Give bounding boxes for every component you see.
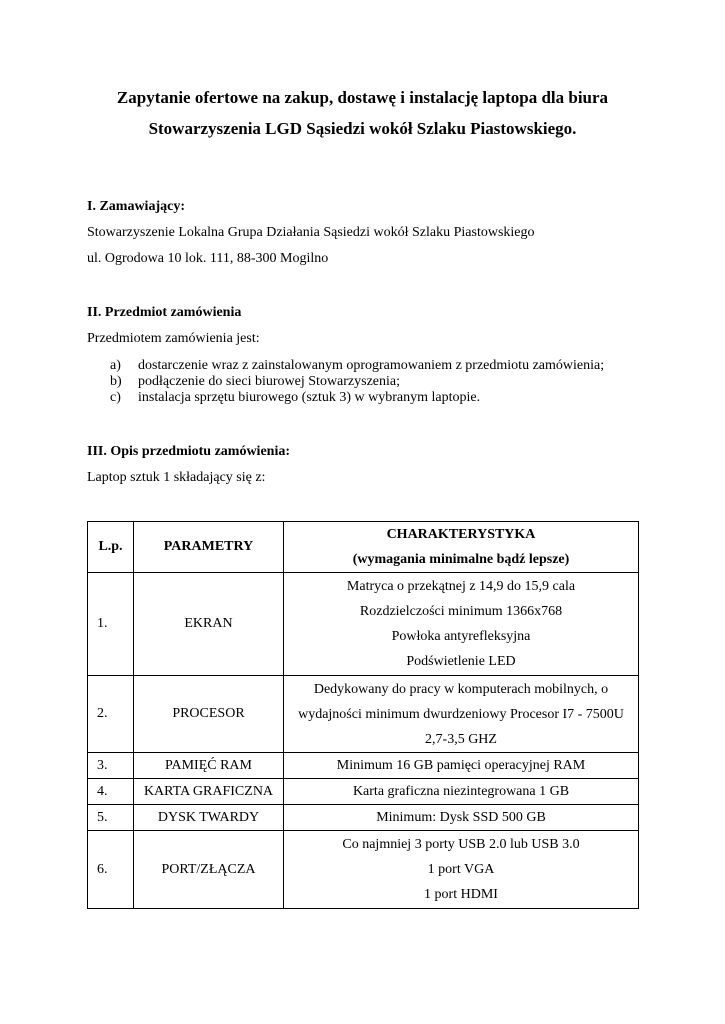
row-parameter: DYSK TWARDY	[134, 805, 284, 831]
characteristic-line: Rozdzielczości minimum 1366x768	[359, 604, 563, 619]
list-marker: a)	[110, 358, 121, 373]
table-row	[88, 753, 639, 779]
document-title-line-1: Zapytanie ofertowe na zakup, dostawę i instalację laptopa dla biura	[116, 88, 609, 107]
specification-table	[87, 521, 639, 909]
row-characteristics	[284, 779, 639, 805]
list-marker: b)	[110, 374, 122, 389]
table-header-row	[88, 522, 639, 573]
characteristic-line: Karta graficzna niezintegrowana 1 GB	[352, 784, 570, 799]
row-lp: 4.	[88, 779, 134, 805]
document-title-line-2: Stowarzyszenia LGD Sąsiedzi wokół Szlaku Piastowskiego.	[148, 119, 577, 138]
characteristic-line: Podświetlenie LED	[406, 654, 516, 669]
row-lp: 1.	[88, 573, 134, 676]
row-parameter: EKRAN	[134, 573, 284, 676]
header-lp: L.p.	[88, 522, 134, 573]
characteristic-line: Co najmniej 3 porty USB 2.0 lub USB 3.0	[342, 837, 580, 852]
header-characteristics-subtitle: (wymagania minimalne bądź lepsze)	[352, 552, 570, 567]
table-row	[88, 805, 639, 831]
characteristic-line: 1 port HDMI	[424, 887, 498, 902]
row-parameter: PAMIĘĆ RAM	[134, 753, 284, 779]
characteristic-line: Minimum 16 GB pamięci operacyjnej RAM	[336, 758, 586, 773]
header-characteristics	[284, 522, 639, 573]
row-lp: 5.	[88, 805, 134, 831]
list-item-text: dostarczenie wraz z zainstalowanym oprogramowaniem z przedmiotu zamówienia;	[138, 358, 605, 373]
row-characteristics	[284, 805, 639, 831]
section-2-heading: II. Przedmiot zamówienia	[87, 305, 242, 320]
list-item	[87, 374, 604, 390]
characteristic-line: Powłoka antyrefleksyjna	[391, 629, 531, 644]
contracting-party-name: Stowarzyszenie Lokalna Grupa Działania Sąsiedzi wokół Szlaku Piastowskiego	[87, 225, 535, 240]
section-2-intro: Przedmiotem zamówienia jest:	[87, 331, 260, 346]
section-3-heading: III. Opis przedmiotu zamówienia:	[87, 444, 290, 459]
characteristic-line: 1 port VGA	[427, 862, 495, 877]
row-characteristics	[284, 831, 639, 909]
list-item-text: podłączenie do sieci biurowej Stowarzyszenia;	[138, 374, 401, 389]
contracting-party-address: ul. Ogrodowa 10 lok. 111, 88-300 Mogilno	[87, 251, 329, 266]
table-row	[88, 779, 639, 805]
list-item-text: instalacja sprzętu biurowego (sztuk 3) w wybranym laptopie.	[138, 390, 481, 405]
row-parameter: PROCESOR	[134, 676, 284, 753]
characteristic-line: 2,7-3,5 GHZ	[425, 731, 497, 747]
row-parameter: PORT/ZŁĄCZA	[134, 831, 284, 909]
section-1-heading: I. Zamawiający:	[87, 199, 185, 214]
list-item	[87, 358, 604, 374]
characteristic-line: Dedykowany do pracy w komputerach mobilnych, o	[313, 681, 609, 697]
table-row	[88, 676, 639, 753]
characteristic-line: Matryca o przekątnej z 14,9 do 15,9 cala	[346, 579, 576, 594]
row-lp: 3.	[88, 753, 134, 779]
header-characteristics-title: CHARAKTERYSTYKA	[386, 527, 536, 542]
section-3-intro: Laptop sztuk 1 składający się z:	[87, 470, 266, 485]
row-lp: 2.	[88, 676, 134, 753]
list-item	[87, 390, 604, 406]
characteristic-line: Minimum: Dysk SSD 500 GB	[376, 810, 546, 825]
row-characteristics	[284, 676, 639, 753]
row-characteristics	[284, 753, 639, 779]
row-characteristics	[284, 573, 639, 676]
row-parameter: KARTA GRAFICZNA	[134, 779, 284, 805]
table-row	[88, 573, 639, 676]
list-marker: c)	[110, 390, 121, 405]
order-items-list	[87, 358, 604, 406]
table-row	[88, 831, 639, 909]
header-parameters: PARAMETRY	[134, 522, 284, 573]
characteristic-line: wydajności minimum dwurdzeniowy Procesor I7 - 7500U	[298, 706, 624, 722]
row-lp: 6.	[88, 831, 134, 909]
